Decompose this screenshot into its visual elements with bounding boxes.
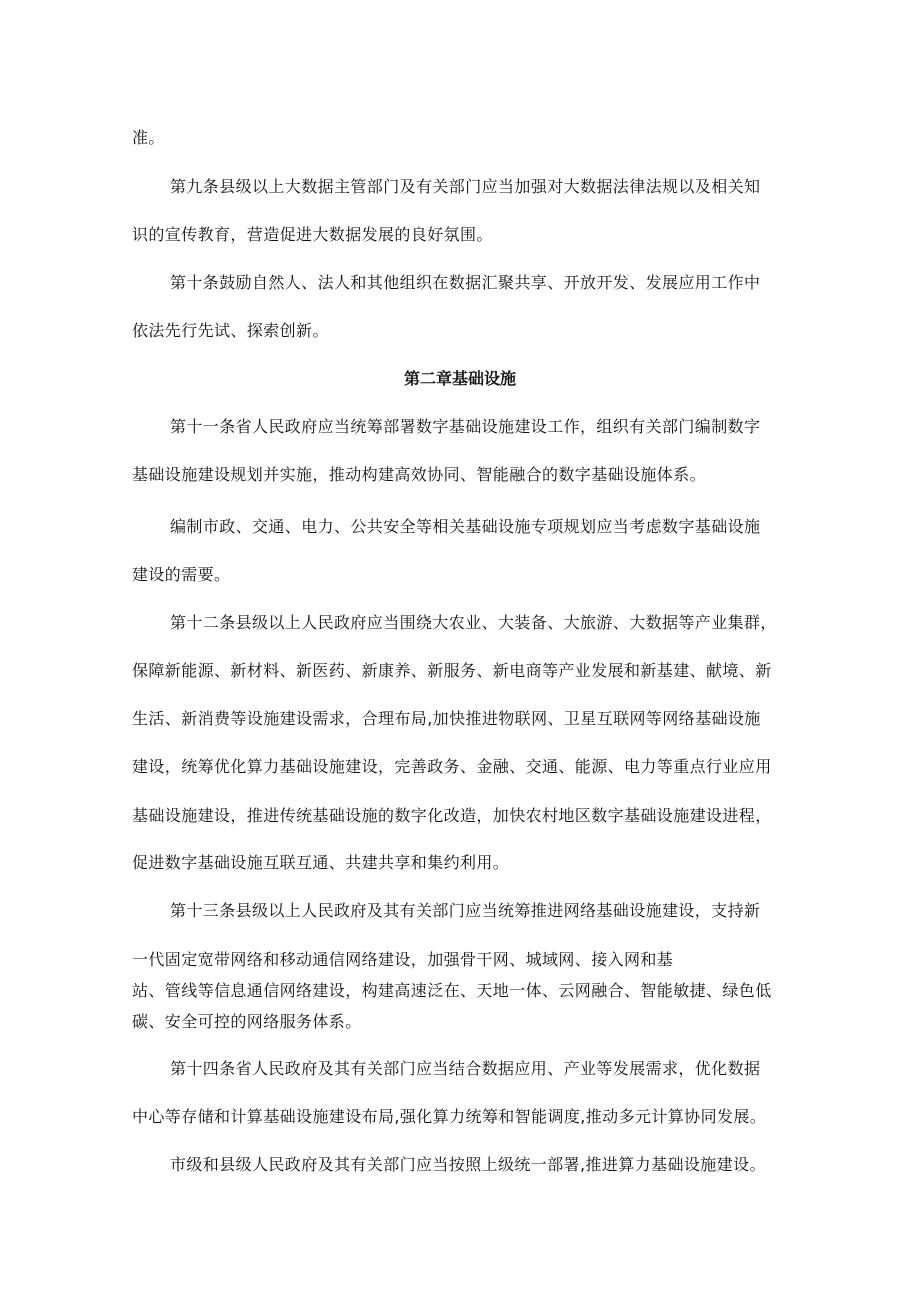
article-13-line-2: 一代固定宽带网络和移动通信网络建设，加强骨干网、城域网、接入网和基 — [132, 950, 674, 969]
paragraph-line-1: 编制市政、交通、电力、公共安全等相关基础设施专项规划应当考虑数字基础设施 — [170, 517, 761, 536]
article-12-line-3: 生活、新消费等设施建设需求，合理布局,加快推进物联网、卫星互联网等网络基础设施 — [132, 709, 761, 728]
article-9-line-1: 第九条县级以上大数据主管部门及有关部门应当加强对大数据法律法规以及相关知 — [170, 177, 761, 196]
article-12-line-5: 基础设施建设，推进传统基础设施的数字化改造，加快农村地区数字基础设施建设进程， — [132, 806, 772, 825]
article-11-line-2: 基础设施建设规划并实施，推动构建高效协同、智能融合的数字基础设施体系。 — [132, 465, 707, 484]
article-12-line-6: 促进数字基础设施互联互通、共建共享和集约利用。 — [132, 853, 510, 872]
paragraph-line-2: 建设的需要。 — [132, 565, 231, 584]
article-14-line-1: 第十四条省人民政府及其有关部门应当结合数据应用、产业等发展需求，优化数据 — [170, 1059, 761, 1078]
article-13-line-4: 碳、安全可控的网络服务体系。 — [132, 1012, 362, 1031]
article-12-line-4: 建设，统筹优化算力基础设施建设，完善政务、金融、交通、能源、电力等重点行业应用 — [132, 757, 772, 776]
article-13-line-1: 第十三条县级以上人民政府及其有关部门应当统筹推进网络基础设施建设，支持新 — [170, 901, 761, 920]
article-9-line-2: 识的宣传教育，营造促进大数据发展的良好氛围。 — [132, 225, 493, 244]
article-14-line-2: 中心等存储和计算基础设施建设布局,强化算力统筹和智能调度,推动多元计算协同发展。 — [132, 1107, 767, 1126]
paragraph-line-3: 市级和县级人民政府及其有关部门应当按照上级统一部署,推进算力基础设施建设。 — [170, 1155, 766, 1174]
article-10-line-1: 第十条鼓励自然人、法人和其他组织在数据汇聚共享、开放开发、发展应用工作中 — [170, 273, 761, 292]
article-11-line-1: 第十一条省人民政府应当统筹部署数字基础设施建设工作，组织有关部门编制数字 — [170, 417, 761, 436]
article-10-line-2: 依法先行先试、探索创新。 — [132, 321, 329, 340]
text-line: 准。 — [132, 128, 165, 147]
article-13-line-3: 站、管线等信息通信网络建设，构建高速泛在、天地一体、云网融合、智能敏捷、绿色低 — [132, 981, 772, 1000]
article-12-line-1: 第十二条县级以上人民政府应当围绕大农业、大装备、大旅游、大数据等产业集群， — [170, 613, 777, 632]
article-12-line-2: 保障新能源、新材料、新医药、新康养、新服务、新电商等产业发展和新基建、献境、新 — [132, 661, 772, 680]
chapter-heading: 第二章基础设施 — [403, 369, 516, 388]
